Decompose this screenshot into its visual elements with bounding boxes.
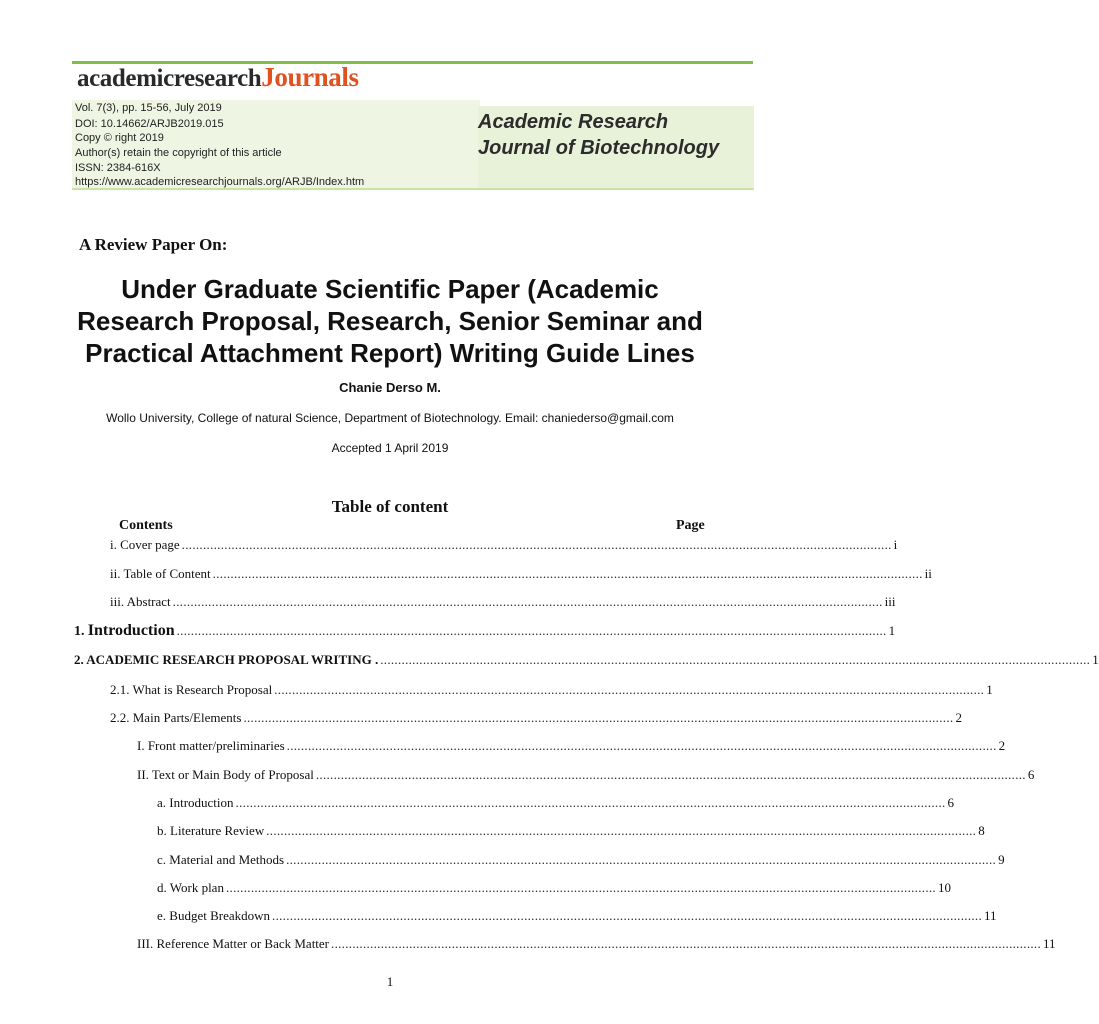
toc-entry[interactable] [110, 710, 962, 726]
toc-entry-page: 8 [978, 823, 985, 838]
toc-leader: ........................................................................................................................................................................................................ [274, 682, 985, 697]
author-name: Chanie Derso M. [339, 380, 441, 395]
toc-entry[interactable] [74, 652, 1099, 668]
toc-leader: ........................................................................................................................................................................................................ [272, 908, 983, 923]
toc-leader: ........................................................................................................................................................................................................ [212, 566, 923, 581]
toc-contents-header: Contents [119, 518, 173, 533]
title-line: Under Graduate Scientific Paper (Academic [121, 274, 659, 304]
journal-name-box [478, 106, 754, 188]
toc-leader: ........................................................................................................................................................................................................ [176, 623, 887, 638]
toc-entry-label: iii. Abstract [110, 594, 171, 609]
toc-entry[interactable] [110, 566, 932, 582]
toc-entry-page: 1 [888, 623, 896, 638]
toc-entry[interactable] [110, 537, 898, 553]
toc-entry-label: a. Introduction [157, 795, 234, 810]
toc-leader: ........................................................................................................................................................................................................ [266, 823, 977, 838]
toc-entry-label: ii. Table of Content [110, 566, 211, 581]
toc-entry-label: b. Literature Review [157, 823, 265, 838]
toc-entry-page: 9 [998, 852, 1005, 867]
toc-entry[interactable] [157, 908, 997, 924]
toc-entry-page: 1 [986, 682, 993, 697]
toc-entry-page: 1 [1092, 652, 1099, 667]
meta-copyright: Copy © right 2019 [75, 132, 164, 144]
toc-entry[interactable] [157, 795, 955, 811]
accepted-date: Accepted 1 April 2019 [331, 441, 449, 455]
journal-name-line1: Academic Research [478, 111, 669, 133]
toc-entry-page: ii [924, 566, 932, 581]
toc-page-header: Page [676, 518, 705, 533]
toc-leader: ........................................................................................................................................................................................................ [331, 936, 1042, 951]
toc-entry-label: c. Material and Methods [157, 852, 285, 867]
article-meta-box [72, 100, 480, 188]
toc-entry-page: 11 [984, 908, 997, 923]
toc-entry-label: 2.2. Main Parts/Elements [110, 710, 242, 725]
toc-leader: ........................................................................................................................................................................................................ [225, 880, 936, 895]
header-divider [72, 188, 754, 190]
meta-doi: DOI: 10.14662/ARJB2019.015 [75, 118, 224, 130]
toc-leader: ........................................................................................................................................................................................................ [243, 710, 954, 725]
author-affiliation: Wollo University, College of natural Science, Department of Biotechnology. Email: chaniederso@gmail.com [106, 411, 674, 425]
toc-entry-label: III. Reference Matter or Back Matter [137, 936, 330, 951]
toc-leader: ........................................................................................................................................................................................................ [380, 652, 1091, 667]
toc-title: Table of content [331, 497, 449, 516]
meta-url[interactable]: https://www.academicresearchjournals.org/ARJB/Index.htm [75, 176, 365, 188]
toc-leader: ........................................................................................................................................................................................................ [286, 738, 997, 753]
toc-leader: ........................................................................................................................................................................................................ [235, 795, 946, 810]
toc-entry[interactable] [157, 880, 951, 896]
toc-entry-page: 11 [1043, 936, 1056, 951]
logo-main-text: academicresearch [77, 65, 262, 92]
toc-entry-title: Introduction [87, 622, 175, 639]
toc-entry-number: 1. [74, 624, 85, 639]
toc-entry[interactable] [157, 823, 985, 839]
toc-entry-label: e. Budget Breakdown [157, 908, 271, 923]
journal-name-line2: Journal of Biotechnology [478, 137, 720, 159]
page-number: 1 [386, 974, 394, 989]
toc-leader: ........................................................................................................................................................................................................ [286, 852, 997, 867]
logo-accent-text: Journals [261, 62, 359, 92]
meta-issn: ISSN: 2384-616X [75, 162, 161, 174]
toc-entry[interactable] [110, 682, 993, 698]
title-line: Practical Attachment Report) Writing Guide Lines [85, 338, 695, 368]
toc-entry-label: 2.1. What is Research Proposal [110, 682, 273, 697]
meta-volume: Vol. 7(3), pp. 15-56, July 2019 [75, 102, 222, 114]
toc-entry[interactable] [137, 738, 1006, 754]
toc-entry-label: I. Front matter/preliminaries [137, 738, 285, 753]
toc-entry-label: d. Work plan [157, 880, 224, 895]
toc-entry-label [74, 622, 175, 640]
toc-entry-label: i. Cover page [110, 537, 180, 552]
toc-entry-page: 2 [955, 710, 962, 725]
meta-rights: Author(s) retain the copyright of this article [75, 147, 282, 159]
toc-entry-page: i [893, 537, 898, 552]
toc-leader: ........................................................................................................................................................................................................ [172, 594, 883, 609]
toc-entry-page: iii [884, 594, 896, 609]
toc-entry-label: II. Text or Main Body of Proposal [137, 767, 314, 782]
toc-entry[interactable] [110, 594, 896, 610]
toc-entry[interactable] [137, 936, 1056, 952]
toc-entry[interactable] [137, 767, 1035, 783]
toc-entry-label: 2. ACADEMIC RESEARCH PROPOSAL WRITING . [74, 652, 379, 667]
toc-entry-page: 2 [998, 738, 1006, 753]
toc-entry[interactable] [157, 852, 1005, 868]
toc-entry-page: 6 [947, 795, 955, 810]
toc-entry-page: 6 [1027, 767, 1035, 782]
toc-entry[interactable] [74, 622, 896, 640]
review-label: A Review Paper On: [79, 235, 228, 254]
journal-logo [77, 62, 359, 93]
toc-entry-page: 10 [937, 880, 951, 895]
toc-leader: ........................................................................................................................................................................................................ [181, 537, 892, 552]
paper-title [60, 273, 720, 369]
toc-leader: ........................................................................................................................................................................................................ [315, 767, 1026, 782]
title-line: Research Proposal, Research, Senior Seminar and [77, 306, 703, 336]
